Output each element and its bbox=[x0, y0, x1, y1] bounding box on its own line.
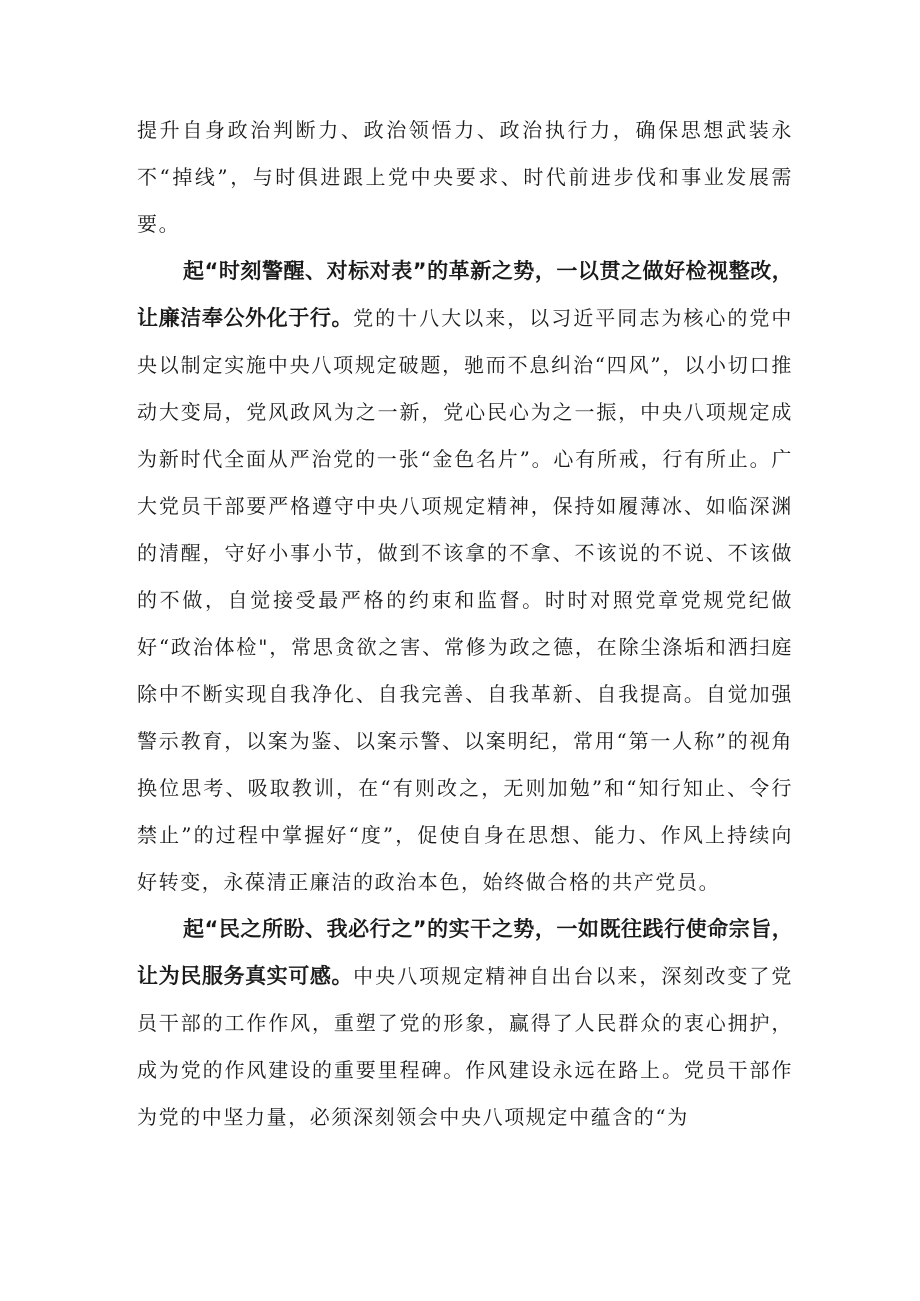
paragraph-3-body: 中央八项规定精神自出台以来，深刻改变了党员干部的工作作风，重塑了党的形象，赢得了人民群众的衷心拥护，成为党的作风建设的重要里程碑。作风建设永远在路上。党员干部作为党的中坚力量，必须深刻领会中央八项规定中蕴含的“为 bbox=[137, 964, 794, 1129]
paragraph-2 bbox=[137, 248, 793, 906]
paragraph-1 bbox=[137, 107, 793, 248]
paragraph-1-body: 提升自身政治判断力、政治领悟力、政治执行力，确保思想武装永不“掉线”，与时俱进跟上党中央要求、时代前进步伐和事业发展需要。 bbox=[137, 118, 793, 236]
document-page bbox=[137, 107, 793, 1141]
paragraph-3-heading: 起“民之所盼、我必行之”的实干之势，一如既往践行使命宗旨，让为民服务真实可感。 bbox=[137, 917, 793, 988]
paragraph-3 bbox=[137, 906, 793, 1141]
paragraph-2-body: 党的十八大以来，以习近平同志为核心的党中央以制定实施中央八项规定破题，驰而不息纠治“四风”，以小切口推动大变局，党风政风为之一新，党心民心为之一振，中央八项规定成为新时代全面从严治党的一张“金色名片”。心有所戒，行有所止。广大党员干部要严格遵守中央八项规定精神，保持如履薄冰、如临深渊的清醒，守好小事小节，做到不该拿的不拿、不该说的不说、不该做的不做，自觉接受最严格的约束和监督。时时对照党章党规党纪做好“政治体检"，常思贪欲之害、常修为政之德，在除尘涤垢和洒扫庭除中不断实现自我净化、自我完善、自我革新、自我提高。自觉加强警示教育，以案为鉴、以案示警、以案明纪，常用“第一人称”的视角换位思考、吸取教训，在“有则改之，无则加勉”和“知行知止、令行禁止”的过程中掌握好“度”，促使自身在思想、能力、作风上持续向好转变，永葆清正廉洁的政治本色，始终做合格的共产党员。 bbox=[137, 306, 794, 894]
paragraph-2-heading: 起“时刻警醒、对标对表”的革新之势，一以贯之做好检视整改，让廉洁奉公外化于行。 bbox=[137, 259, 793, 330]
